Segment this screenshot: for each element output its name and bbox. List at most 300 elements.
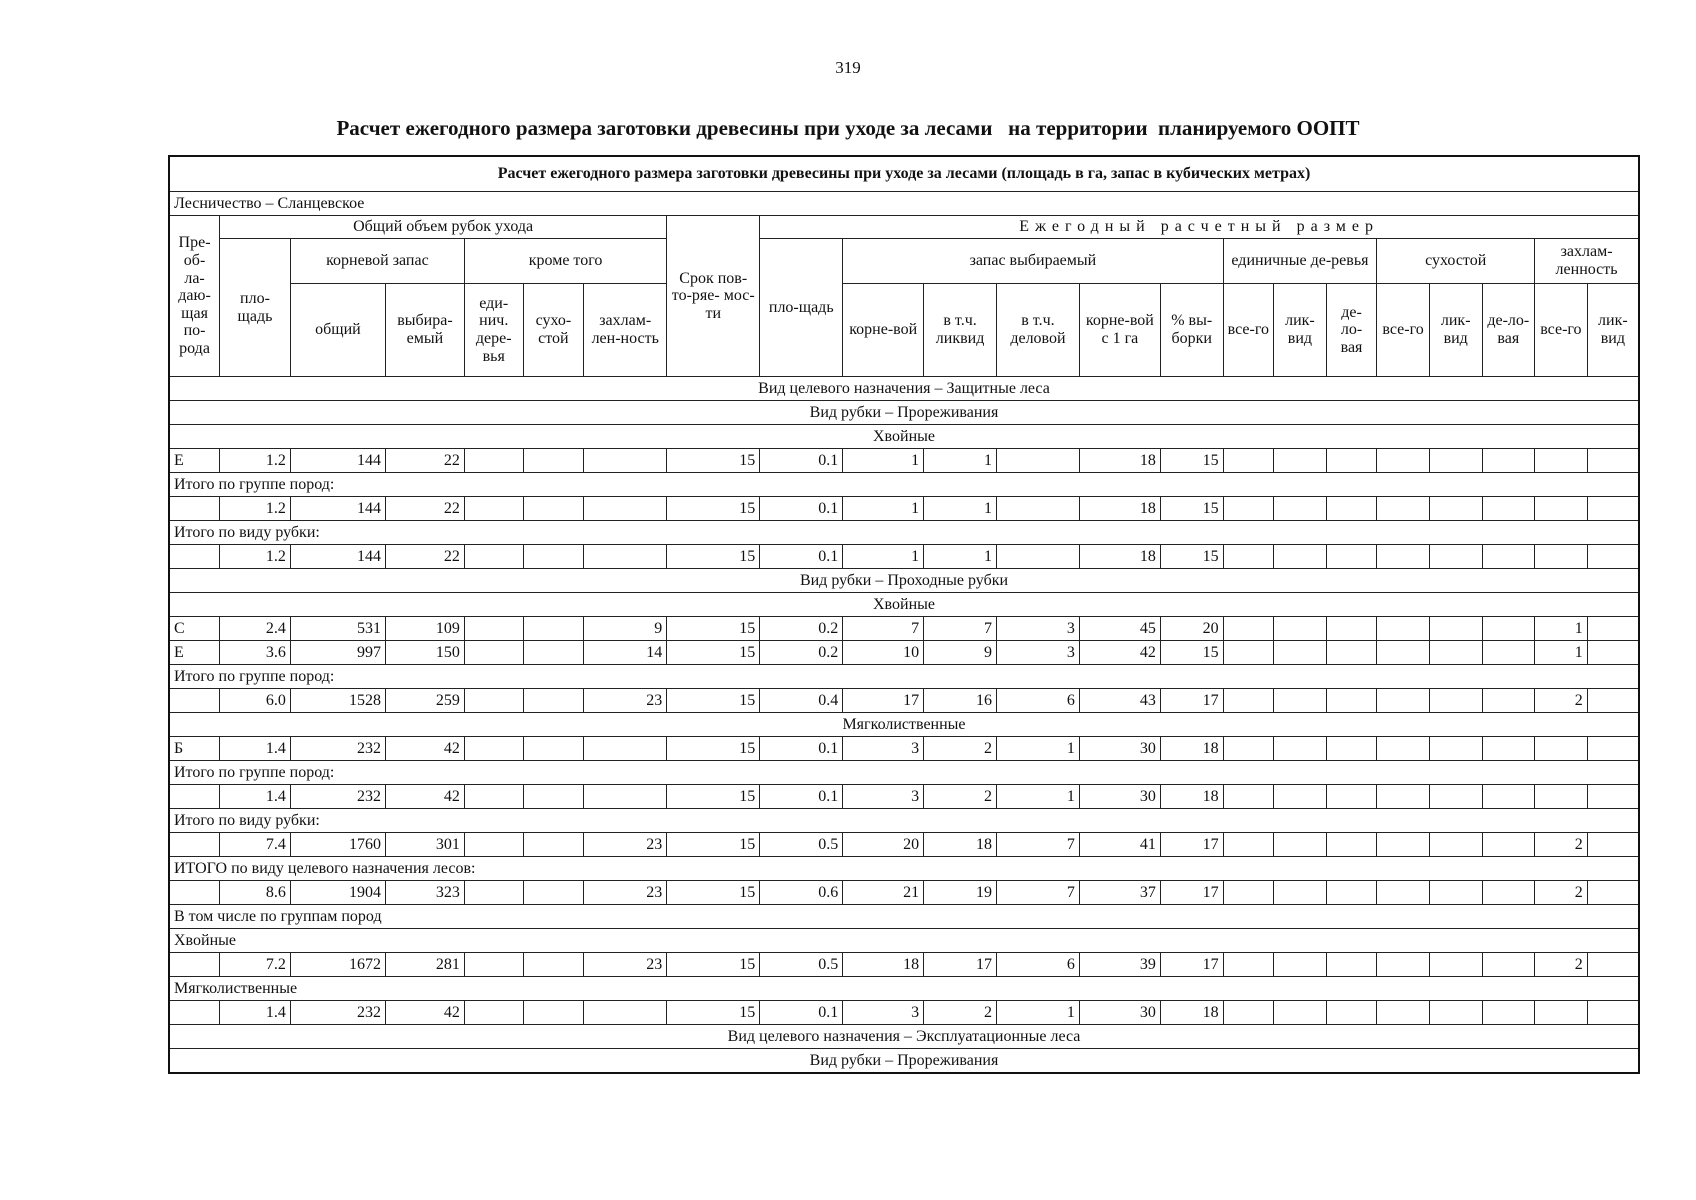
table-cell [1587,737,1639,761]
table-cell: 1 [1535,641,1588,665]
table-cell [1482,881,1535,905]
section-heading: Хвойные [169,425,1639,449]
table-row [169,545,1639,569]
table-cell [584,449,667,473]
table-cell: 1.4 [220,1001,291,1025]
table-cell [1429,449,1482,473]
header-root-per-ha: корне-вой с 1 га [1079,284,1160,377]
subtotal-label: ИТОГО по виду целевого назначения лесов: [169,857,1639,881]
table-cell [1535,449,1588,473]
table-cell: 41 [1079,833,1160,857]
table-cell: 323 [385,881,464,905]
section-heading: Вид рубки – Проходные рубки [169,569,1639,593]
table-cell: 1.2 [220,497,291,521]
table-cell: 20 [1160,617,1223,641]
header-litter: захлам-ленность [1535,239,1639,284]
table-cell [523,737,584,761]
table-cell [996,497,1079,521]
table-cell: 15 [667,497,760,521]
table-cell [169,1001,220,1025]
table-cell: 8.6 [220,881,291,905]
table-cell [1326,497,1377,521]
table-cell: 42 [385,785,464,809]
page-number: 319 [835,58,861,77]
table-cell: 281 [385,953,464,977]
table-cell [584,545,667,569]
table-cell [1377,1001,1430,1025]
table-cell: 18 [1160,737,1223,761]
table-cell: 2 [1535,689,1588,713]
table-cell: 144 [290,449,385,473]
table-cell [584,497,667,521]
header-single-business: де-ло-вая [1326,284,1377,377]
table-cell: 1 [1535,617,1588,641]
header-annual-size: Ежегодный расчетный размер [760,216,1639,239]
table-cell [584,1001,667,1025]
subtotal-label: Итого по группе пород: [169,761,1639,785]
table-cell: 531 [290,617,385,641]
table-cell: 15 [667,641,760,665]
table-cell: 2 [1535,833,1588,857]
section-heading-row [169,1025,1639,1049]
table-cell: 15 [1160,449,1223,473]
table-cell [1274,1001,1327,1025]
table-cell: 1 [924,545,997,569]
table-cell: 0.1 [760,1001,843,1025]
table-cell: 1.4 [220,737,291,761]
table-cell [1377,689,1430,713]
table-cell [1223,641,1274,665]
table-cell: 17 [1160,881,1223,905]
table-cell: 1 [996,785,1079,809]
table-cell [1587,497,1639,521]
table-cell [1377,497,1430,521]
table-cell: 15 [667,1001,760,1025]
table-cell: 7 [996,833,1079,857]
table-cell [464,1001,523,1025]
table-cell: 0.2 [760,641,843,665]
table-cell [169,953,220,977]
table-cell: 17 [924,953,997,977]
table-cell [523,641,584,665]
header-dead-liquid: лик-вид [1429,284,1482,377]
table-cell [1482,953,1535,977]
table-cell [1587,953,1639,977]
table-cell [1274,545,1327,569]
table-row [169,1001,1639,1025]
table-cell [1326,833,1377,857]
subtotal-label: Итого по группе пород: [169,473,1639,497]
header-pct-selection: % вы-борки [1160,284,1223,377]
table-cell: 7 [996,881,1079,905]
table-cell [523,617,584,641]
subtotal-label-row [169,857,1639,881]
table-cell [1274,833,1327,857]
header-total-volume: Общий объем рубок ухода [220,216,667,239]
table-cell [1326,881,1377,905]
table-cell: 0.1 [760,545,843,569]
section-heading: Вид рубки – Прореживания [169,401,1639,425]
table-cell: 9 [924,641,997,665]
table-cell [169,881,220,905]
table-cell [464,833,523,857]
subtotal-label-row [169,809,1639,833]
table-cell: 1672 [290,953,385,977]
table-row [169,953,1639,977]
table-cell [1587,449,1639,473]
table-cell [1535,497,1588,521]
header-area: пло-щадь [220,239,291,377]
table-cell [1326,641,1377,665]
table-cell: 1.2 [220,449,291,473]
table-cell [1535,545,1588,569]
header-besides: кроме того [464,239,666,284]
table-cell [1482,737,1535,761]
table-cell: 30 [1079,785,1160,809]
table-cell: 37 [1079,881,1160,905]
table-cell: 23 [584,881,667,905]
table-cell: 0.1 [760,785,843,809]
table-cell: 15 [667,833,760,857]
table-cell [1223,689,1274,713]
table-cell: 15 [667,953,760,977]
table-cell: 18 [1079,545,1160,569]
table-cell [1223,737,1274,761]
table-cell [1587,617,1639,641]
table-cell [1377,881,1430,905]
table-cell [1274,617,1327,641]
table-cell [1429,737,1482,761]
table-cell: 1 [996,1001,1079,1025]
table-cell [1482,833,1535,857]
table-cell [1429,785,1482,809]
header-incl-business: в т.ч. деловой [996,284,1079,377]
table-cell: 6 [996,953,1079,977]
table-cell: 232 [290,737,385,761]
subtotal-label: Итого по виду рубки: [169,521,1639,545]
subtotal-label: Итого по виду рубки: [169,809,1639,833]
header-single-all: все-го [1223,284,1274,377]
section-heading-row [169,1049,1639,1074]
table-cell: 3 [996,641,1079,665]
table-cell: 15 [667,617,760,641]
table-cell [1482,497,1535,521]
table-row [169,617,1639,641]
header-species: Пре-об-ла-даю-щая по-рода [169,216,220,377]
table-cell: 42 [385,1001,464,1025]
subtotal-label-row [169,977,1639,1001]
table-cell: 15 [1160,545,1223,569]
table-cell [523,953,584,977]
table-cell [464,449,523,473]
table-cell: 14 [584,641,667,665]
table-cell [1587,545,1639,569]
table-cell [464,953,523,977]
table-caption: Расчет ежегодного размера заготовки древесины при уходе за лесами (площадь в га, запас в кубических метрах) [169,156,1639,192]
table-cell: 17 [1160,833,1223,857]
table-cell: 3 [996,617,1079,641]
table-cell [1535,737,1588,761]
table-cell: 7 [924,617,997,641]
table-cell [523,449,584,473]
table-cell: 2 [924,1001,997,1025]
table-row [169,689,1639,713]
table-cell [1587,689,1639,713]
table-cell [1377,833,1430,857]
table-cell [1326,785,1377,809]
header-single-trees: единичные де-ревья [1223,239,1377,284]
table-cell: 18 [1079,497,1160,521]
table-cell: 1528 [290,689,385,713]
header-dead-wood: сухостой [1377,239,1535,284]
document-title: Расчет ежегодного размера заготовки древесины при уходе за лесами на территории планируемого ООПТ [336,116,1360,140]
table-cell: 0.4 [760,689,843,713]
table-cell: 0.1 [760,737,843,761]
table-cell: 259 [385,689,464,713]
table-cell [1482,1001,1535,1025]
table-cell [523,497,584,521]
table-cell: Б [169,737,220,761]
table-cell [1326,737,1377,761]
table-cell: 0.5 [760,833,843,857]
header-area-annual: пло-щадь [760,239,843,377]
table-cell [1482,785,1535,809]
table-cell [464,497,523,521]
table-cell [169,833,220,857]
header-litter-volume: захлам-лен-ность [584,284,667,377]
section-heading: Вид целевого назначения – Защитные леса [169,377,1639,401]
table-cell: 1 [996,737,1079,761]
table-row [169,497,1639,521]
table-cell [1223,617,1274,641]
table-cell [464,545,523,569]
table-cell: 0.1 [760,449,843,473]
subtotal-label: Хвойные [169,929,1639,953]
subtotal-label-row [169,905,1639,929]
table-cell: 1.4 [220,785,291,809]
table-cell [1274,737,1327,761]
table-cell: 3.6 [220,641,291,665]
table-cell [1429,953,1482,977]
table-cell [464,617,523,641]
table-cell: 15 [1160,497,1223,521]
table-cell: 1 [843,545,924,569]
table-cell [996,545,1079,569]
table-cell: 232 [290,1001,385,1025]
table-cell [1223,833,1274,857]
table-cell: 22 [385,545,464,569]
table-cell: 18 [1160,1001,1223,1025]
subtotal-label-row [169,521,1639,545]
table-cell: 15 [667,449,760,473]
table-cell [1326,449,1377,473]
table-cell: 45 [1079,617,1160,641]
table-cell: 7.4 [220,833,291,857]
table-cell: 1904 [290,881,385,905]
table-cell: 23 [584,689,667,713]
table-cell [1587,833,1639,857]
table-cell [1429,641,1482,665]
table-cell: 3 [843,785,924,809]
table-cell: 6.0 [220,689,291,713]
subtotal-label-row [169,665,1639,689]
table-cell: 0.1 [760,497,843,521]
header-root-stock: корневой запас [290,239,464,284]
section-heading-row [169,713,1639,737]
table-cell [1587,785,1639,809]
table-cell [1535,1001,1588,1025]
table-cell [523,689,584,713]
table-cell: 3 [843,737,924,761]
table-cell: 23 [584,953,667,977]
table-cell [1274,881,1327,905]
table-cell [464,785,523,809]
table-cell [1223,881,1274,905]
table-cell [1429,1001,1482,1025]
table-cell: 19 [924,881,997,905]
table-cell: 22 [385,497,464,521]
subtotal-label: Мягколиственные [169,977,1639,1001]
section-heading: Хвойные [169,593,1639,617]
table-cell [1587,881,1639,905]
section-heading-row [169,569,1639,593]
table-cell [1274,953,1327,977]
table-cell: 17 [1160,689,1223,713]
table-cell [1482,449,1535,473]
header-rotation: Срок пов- то-ряе- мос-ти [667,216,760,377]
table-cell [1274,641,1327,665]
table-cell [1377,617,1430,641]
header-root: корне-вой [843,284,924,377]
table-cell [1587,1001,1639,1025]
table-cell: 15 [667,737,760,761]
table-cell [1326,689,1377,713]
subtotal-label-row [169,929,1639,953]
table-cell: 7 [843,617,924,641]
table-cell [1326,953,1377,977]
table-cell: 2 [1535,881,1588,905]
table-cell [1326,545,1377,569]
header-stock-selected: запас выбираемый [843,239,1223,284]
table-cell: 144 [290,545,385,569]
table-cell [1223,953,1274,977]
table-cell: 232 [290,785,385,809]
table-cell: 150 [385,641,464,665]
table-cell: 0.5 [760,953,843,977]
table-cell: 30 [1079,737,1160,761]
table-cell: 30 [1079,1001,1160,1025]
table-cell: 17 [843,689,924,713]
header-dead-wood-volume: сухо-стой [523,284,584,377]
table-cell [1326,617,1377,641]
table-cell [1587,641,1639,665]
header-litter-all: все-го [1535,284,1588,377]
table-cell [584,737,667,761]
table-cell [1274,785,1327,809]
table-cell: 109 [385,617,464,641]
table-cell: 15 [1160,641,1223,665]
table-cell: 23 [584,833,667,857]
section-heading: Вид рубки – Прореживания [169,1049,1639,1074]
table-row [169,881,1639,905]
table-cell: 0.2 [760,617,843,641]
table-cell: 2 [1535,953,1588,977]
section-heading: Вид целевого назначения – Эксплуатационные леса [169,1025,1639,1049]
table-cell: 18 [1079,449,1160,473]
table-cell [1429,545,1482,569]
table-cell [464,689,523,713]
table-cell: 997 [290,641,385,665]
table-cell: Е [169,449,220,473]
table-cell: 301 [385,833,464,857]
table-row [169,833,1639,857]
table-cell [523,1001,584,1025]
table-cell: 17 [1160,953,1223,977]
table-cell: 15 [667,785,760,809]
table-cell [169,689,220,713]
table-cell: С [169,617,220,641]
table-cell [523,881,584,905]
table-cell: 18 [1160,785,1223,809]
subtotal-label: В том числе по группам пород [169,905,1639,929]
section-heading-row [169,593,1639,617]
table-cell: 21 [843,881,924,905]
table-cell [1429,689,1482,713]
table-cell: 15 [667,689,760,713]
table-row [169,449,1639,473]
table-row [169,737,1639,761]
table-cell: 1 [843,449,924,473]
subtotal-label: Итого по группе пород: [169,665,1639,689]
header-dead-business: де-ло-вая [1482,284,1535,377]
table-cell [1274,449,1327,473]
table-cell [523,833,584,857]
table-cell: 16 [924,689,997,713]
table-cell [1482,617,1535,641]
table-cell [996,449,1079,473]
header-selected: выбира-емый [385,284,464,377]
table-cell: 42 [385,737,464,761]
table-cell [1482,545,1535,569]
table-cell [1223,1001,1274,1025]
table-cell: 1 [924,449,997,473]
section-heading: Мягколиственные [169,713,1639,737]
table-cell [1377,785,1430,809]
table-row [169,785,1639,809]
table-cell: 22 [385,449,464,473]
header-dead-all: все-го [1377,284,1430,377]
table-cell [1429,497,1482,521]
table-cell [169,785,220,809]
header-total: общий [290,284,385,377]
table-cell [169,545,220,569]
table-cell [1377,953,1430,977]
table-cell [1274,497,1327,521]
table-cell [1326,1001,1377,1025]
table-cell: 42 [1079,641,1160,665]
table-cell: 15 [667,545,760,569]
subtotal-label-row [169,473,1639,497]
table-cell: 39 [1079,953,1160,977]
section-heading-row [169,377,1639,401]
table-cell [1482,689,1535,713]
table-cell [169,497,220,521]
table-cell: 1.2 [220,545,291,569]
header-litter-liquid: лик-вид [1587,284,1639,377]
table-cell: 3 [843,1001,924,1025]
table-cell: 20 [843,833,924,857]
table-cell: 43 [1079,689,1160,713]
